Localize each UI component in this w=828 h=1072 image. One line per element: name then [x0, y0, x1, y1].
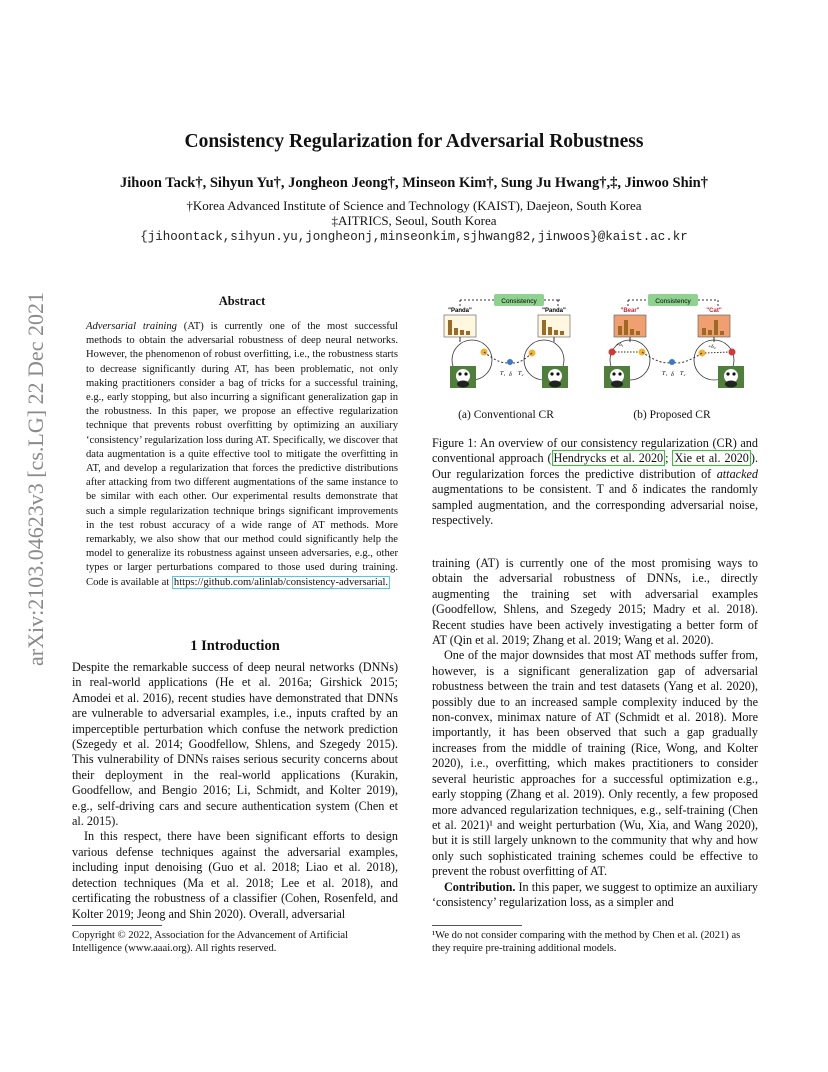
svg-text:"Cat": "Cat"	[706, 308, 722, 314]
svg-text:"Panda": "Panda"	[448, 308, 472, 314]
consistency-label-right: Consistency	[655, 298, 691, 305]
svg-text:"Panda": "Panda"	[542, 308, 566, 314]
consistency-label-left: Consistency	[501, 298, 537, 305]
conventional-cr-panel	[444, 294, 570, 388]
intro-heading: 1 Introduction	[190, 638, 280, 654]
subcaption-a: (a) Conventional CR	[458, 409, 554, 421]
proposed-cr-panel	[604, 294, 744, 388]
affiliation-2: ‡AITRICS, Seoul, South Korea	[331, 213, 497, 228]
footer-rule-left	[72, 925, 162, 926]
intro-paragraph-1: Despite the remarkable success of deep neural networks (DNNs) in real-world applications (He et al. 2016a; Girshick 2015; Amodei et al. 2016), recent studies have demonstrated that DNNs are vulnerable to adversarial examples, i.e., inputs crafted by an imperceptible perturbation which confuse the network prediction (Szegedy et al. 2014; Goodfellow, Shlens, and Szegedy 2015). This vulnerability of DNNs raises serious security concerns about their deployment in the real-world applications (Kurakin, Goodfellow, and Bengio 2016; Li, Schmidt, and Kolter 2019), e.g., self-driving cars and secure authentication system (Chen et al. 2015).	[72, 660, 398, 829]
footer-rule-right	[432, 925, 522, 926]
figure-caption: Figure 1: An overview of our consistency regularization (CR) and conventional approach ( Hendrycks et al. 2020 ; Xie et al. 2020 ). Our regularization forces the predictive distribution of attacked augmentations to be consistent. T and δ indicates the randomly sampled augmentation, and the corresponding adversarial noise, respectively.	[432, 436, 759, 528]
affiliation-1: †Korea Advanced Institute of Science and Technology (KAIST), Daejeon, South Korea	[186, 198, 642, 213]
cite-xie[interactable]: Xie et al. 2020	[674, 451, 749, 466]
paper-title: Consistency Regularization for Adversarial Robustness	[184, 131, 644, 152]
svg-text:δ: δ	[671, 372, 674, 378]
svg-text:"Bear": "Bear"	[620, 308, 640, 314]
author-emails: {jihoontack,sihyun.yu,jongheonj,minseonkim,sjhwang82,jinwoos}@kaist.ac.kr	[140, 230, 688, 244]
author-list: Jihoon Tack†, Sihyun Yu†, Jongheon Jeong†, Minseon Kim†, Sung Ju Hwang†,‡, Jinwoo Shin†	[120, 175, 708, 191]
abstract-heading: Abstract	[218, 294, 266, 308]
code-link[interactable]: https://github.com/alinlab/consistency-adversarial.	[173, 576, 389, 588]
svg-text:δ: δ	[509, 372, 512, 378]
svg-text:T₁: T₁	[662, 371, 668, 377]
abstract-lead: Adversarial training	[86, 321, 177, 332]
svg-text:+δ₁: +δ₁	[616, 342, 624, 348]
intro-left-column	[72, 660, 398, 922]
svg-text:T₂: T₂	[518, 371, 524, 377]
intro-paragraph-2: In this respect, there have been significant efforts to design various defense techniques against the adversarial examples, including input denoising (Guo et al. 2018; Liao et al. 2018), detection techniques (Ma et al. 2018; Lee et al. 2018), and certificating the robustness of a classifier (Cohen, Rosenfeld, and Kolter 2019; Jeong and Shin 2020). Overall, adversarial	[72, 829, 398, 921]
abstract-text: (AT) is currently one of the most successful methods to obtain the adversarial robustness of deep neural networks. However, the phenomenon of robust overfitting, i.e., the robustness starts to decrease significantly during AT, has been problematic, not only making practitioners consider a bag of tricks for a successful training, e.g., early stopping, but also incurring a significant generalization gap in the robustness. In this paper, we propose an effective regularization technique that prevents robust overfitting by optimizing an auxiliary ‘consistency’ regularization loss during AT. Specifically, we discover that data augmentation is a quite effective tool to mitigate the overfitting in AT, and develop a regularization that forces the predictive distributions after attacking from two different augmentations of the same instance to be similar with each other. Our experimental results demonstrate that such a simple regularization technique brings significant improvements in the test robust accuracy of a wide range of AT methods. More remarkably, we also show that our method could significantly help the model to generalize its robustness against unseen adversaries, e.g., other types or larger perturbations compared to those used during training. Code is available at	[86, 321, 399, 588]
copyright-notice: Copyright © 2022, Association for the Advancement of Artificial Intelligence (www.aaai.org). All rights reserved.	[72, 930, 349, 955]
cite-hendrycks[interactable]: Hendrycks et al. 2020	[553, 451, 664, 466]
contribution-paragraph: Contribution. In this paper, we suggest to optimize an auxiliary ‘consistency’ regularization loss, as a simpler and	[432, 879, 758, 909]
svg-text:+δ₂: +δ₂	[708, 344, 716, 350]
arxiv-id: arXiv:2103.04623v3 [cs.LG] 22 Dec 2021	[23, 292, 48, 666]
subcaption-b: (b) Proposed CR	[633, 409, 711, 421]
footnote-1: ¹We do not consider comparing with the method by Chen et al. (2021) as they require pre-training additional models.	[432, 930, 741, 955]
intro-right-column	[432, 556, 758, 910]
intro-paragraph-3: training (AT) is currently one of the most promising ways to obtain the adversarial robustness of DNNs, i.e., directly augmenting the training set with adversarial examples (Goodfellow, Shlens, and Szegedy 2015; Madry et al. 2018). Recent studies have been actively investigating a better form of AT (Qin et al. 2019; Zhang et al. 2019; Wang et al. 2020).	[432, 556, 758, 648]
svg-text:T₂: T₂	[680, 371, 686, 377]
abstract-body	[86, 320, 398, 590]
intro-paragraph-4: One of the major downsides that most AT methods suffer from, however, is a significant generalization gap of adversarial robustness between the train and test datasets (Yang et al. 2020), possibly due to an increased sample complexity induced by the non-convex, minimax nature of AT (Schmidt et al. 2018). More importantly, it has been observed that such a gap gradually increases from the middle of training (Rice, Wong, and Kolter 2020), i.e., overfitting, which makes practitioners to consider several heuristic approaches for a successful optimization e.g., early stopping (Zhang et al. 2019). Only recently, a few proposed more advanced regularization techniques, e.g., self-training (Chen et al. 2021)¹ and weight perturbation (Wu, Xia, and Wang 2020), but it is still largely unknown to the community that why and how only such sophisticated training schemes could be effective to prevent the robust overfitting of AT.	[432, 648, 758, 879]
svg-text:T₁: T₁	[500, 371, 506, 377]
